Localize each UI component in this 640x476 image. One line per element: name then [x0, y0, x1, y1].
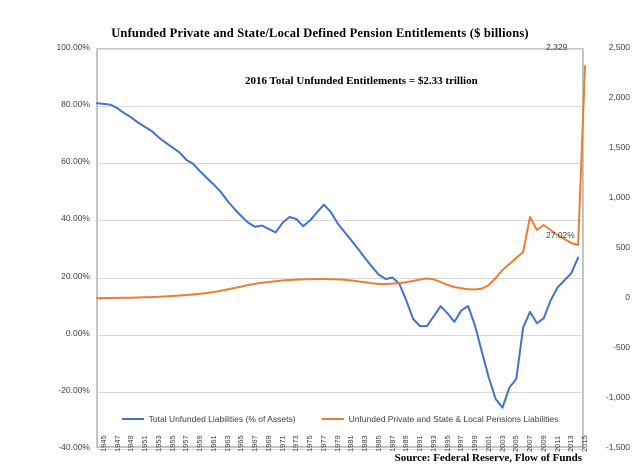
- legend-item-total-unfunded: [122, 414, 296, 424]
- left-axis-tick: 0.00%: [65, 327, 90, 338]
- x-axis-tick: 1975: [305, 435, 315, 452]
- legend-swatch-orange: [322, 418, 344, 420]
- source-note: Source: Federal Reserve, Flow of Funds: [394, 452, 582, 464]
- legend-swatch-blue: [122, 418, 144, 420]
- x-axis-tick: 2007: [525, 435, 535, 452]
- x-axis-tick: 1981: [346, 435, 356, 452]
- x-axis-tick: 1989: [401, 435, 411, 452]
- chart-title: Unfunded Private and State/Local Defined Pension Entitlements ($ billions): [111, 26, 529, 40]
- left-axis-tick: -20.00%: [58, 384, 90, 395]
- right-axis-tick: 1,000: [608, 192, 630, 202]
- series-line: [97, 103, 578, 407]
- x-axis-tick: 1951: [140, 435, 150, 452]
- right-axis-tick: -1,500: [605, 442, 630, 452]
- x-axis-tick: 1983: [360, 435, 370, 452]
- right-axis-tick: -500: [612, 342, 630, 352]
- legend-item-pensions-liabilities: [322, 414, 559, 424]
- legend-label-blue: Total Unfunded Liabilities (% of Assets): [148, 414, 296, 424]
- x-axis-tick: 1999: [470, 435, 480, 452]
- left-axis-tick: 100.00%: [56, 42, 90, 52]
- right-axis-tick: 1,500: [608, 142, 630, 152]
- x-axis-tick: 2005: [511, 435, 521, 452]
- x-axis-tick: 2003: [497, 435, 507, 452]
- x-axis-tick: 2001: [483, 435, 493, 452]
- x-axis-tick: 2013: [566, 435, 576, 452]
- x-axis-tick: 1993: [428, 435, 438, 452]
- legend-label-orange: Unfunded Private and State & Local Pensions Liabilities: [348, 414, 559, 424]
- left-axis-tick: 60.00%: [61, 156, 90, 167]
- x-axis-tick: 1977: [318, 435, 328, 452]
- data-point-label: 2,329: [546, 42, 568, 52]
- x-axis-tick: 1995: [442, 435, 452, 452]
- plot-area: [96, 48, 584, 448]
- right-axis-tick: 0: [625, 292, 630, 302]
- x-axis-tick: 1987: [387, 435, 397, 452]
- x-axis-tick: 1963: [222, 435, 232, 452]
- x-axis-tick: 1971: [277, 435, 287, 452]
- right-axis-tick: 2,000: [608, 92, 630, 102]
- data-point-label: 27.02%: [546, 230, 575, 240]
- left-axis-tick: 20.00%: [61, 270, 90, 281]
- series-lines: [97, 49, 585, 449]
- x-axis-tick: 1997: [456, 435, 466, 452]
- x-axis-tick: 1985: [373, 435, 383, 452]
- series-line: [97, 66, 585, 298]
- total-unfunded-annotation: 2016 Total Unfunded Entitlements = $2.33 trillion: [245, 75, 478, 87]
- x-axis-tick: 1945: [99, 435, 108, 452]
- x-axis-tick: 1967: [250, 435, 260, 452]
- x-axis-tick: 2011: [552, 435, 562, 452]
- x-axis-tick: 1969: [263, 435, 273, 452]
- x-axis-tick: 2015: [580, 435, 590, 452]
- x-axis-tick: 1955: [167, 435, 177, 452]
- left-axis-tick: 40.00%: [61, 213, 90, 224]
- x-axis-tick: 1979: [332, 435, 342, 452]
- x-axis-tick: 1953: [153, 435, 163, 452]
- x-axis-tick: 1973: [291, 435, 301, 452]
- right-axis-tick: 2,500: [608, 42, 630, 52]
- chart-legend: [96, 414, 584, 424]
- right-axis-tick: -1,000: [605, 392, 630, 402]
- right-axis-tick: 500: [615, 242, 630, 252]
- left-axis-tick: -40.00%: [58, 442, 90, 452]
- x-axis-tick: 1947: [112, 435, 122, 452]
- x-axis-tick: 1965: [236, 435, 246, 452]
- x-axis-tick: 1957: [181, 435, 191, 452]
- x-axis-tick: 1949: [126, 435, 136, 452]
- left-axis-tick: 80.00%: [61, 99, 90, 110]
- x-axis-tick: 2009: [538, 435, 548, 452]
- x-axis-tick: 1991: [415, 435, 425, 452]
- x-axis-tick: 1959: [195, 435, 205, 452]
- x-axis-tick: 1961: [208, 435, 218, 452]
